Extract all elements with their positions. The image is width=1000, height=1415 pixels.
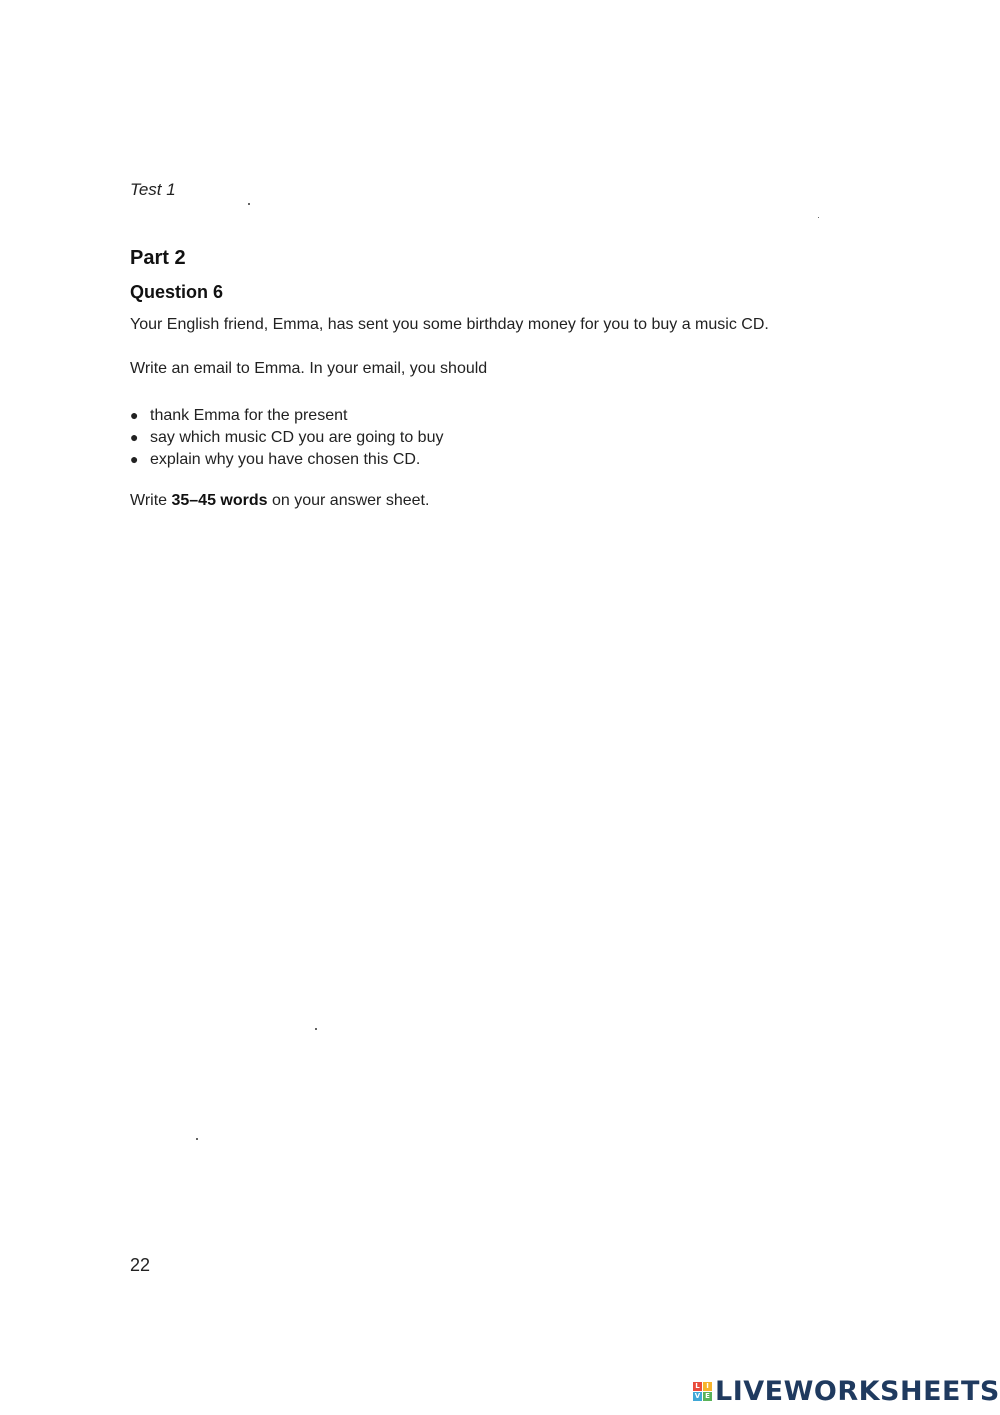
intro-paragraph: Your English friend, Emma, has sent you some birthday money for you to buy a music CD. bbox=[130, 316, 769, 333]
question-title: Question 6 bbox=[130, 282, 224, 302]
bullet-icon: ● bbox=[130, 407, 139, 423]
part-title: Part 2 bbox=[130, 247, 186, 269]
list-item bbox=[130, 426, 443, 448]
word-count-bold: 35–45 words bbox=[171, 492, 268, 509]
word-count-prefix: Write bbox=[130, 492, 172, 509]
scan-speck bbox=[196, 1138, 198, 1140]
scan-speck bbox=[315, 1028, 317, 1030]
brand-name: LIVEWORKSHEETS bbox=[715, 1375, 1000, 1407]
scan-speck bbox=[818, 217, 819, 218]
bullet-icon: ● bbox=[130, 451, 139, 467]
scan-speck bbox=[248, 203, 250, 205]
list-item bbox=[130, 448, 443, 470]
running-head: Test 1 bbox=[130, 180, 176, 199]
bullet-text: say which music CD you are going to buy bbox=[150, 429, 444, 446]
instruction-paragraph: Write an email to Emma. In your email, you should bbox=[130, 360, 488, 377]
word-count-instruction bbox=[130, 492, 429, 510]
bullet-icon: ● bbox=[130, 429, 139, 445]
task-bullet-list bbox=[130, 404, 443, 470]
list-item bbox=[130, 404, 443, 426]
liveworksheets-watermark bbox=[693, 1375, 1000, 1407]
liveworksheets-logo-icon: L I V E bbox=[693, 1382, 712, 1401]
bullet-text: explain why you have chosen this CD. bbox=[150, 451, 421, 468]
page-number: 22 bbox=[130, 1255, 151, 1275]
bullet-text: thank Emma for the present bbox=[150, 407, 348, 424]
word-count-suffix: on your answer sheet. bbox=[267, 492, 430, 509]
